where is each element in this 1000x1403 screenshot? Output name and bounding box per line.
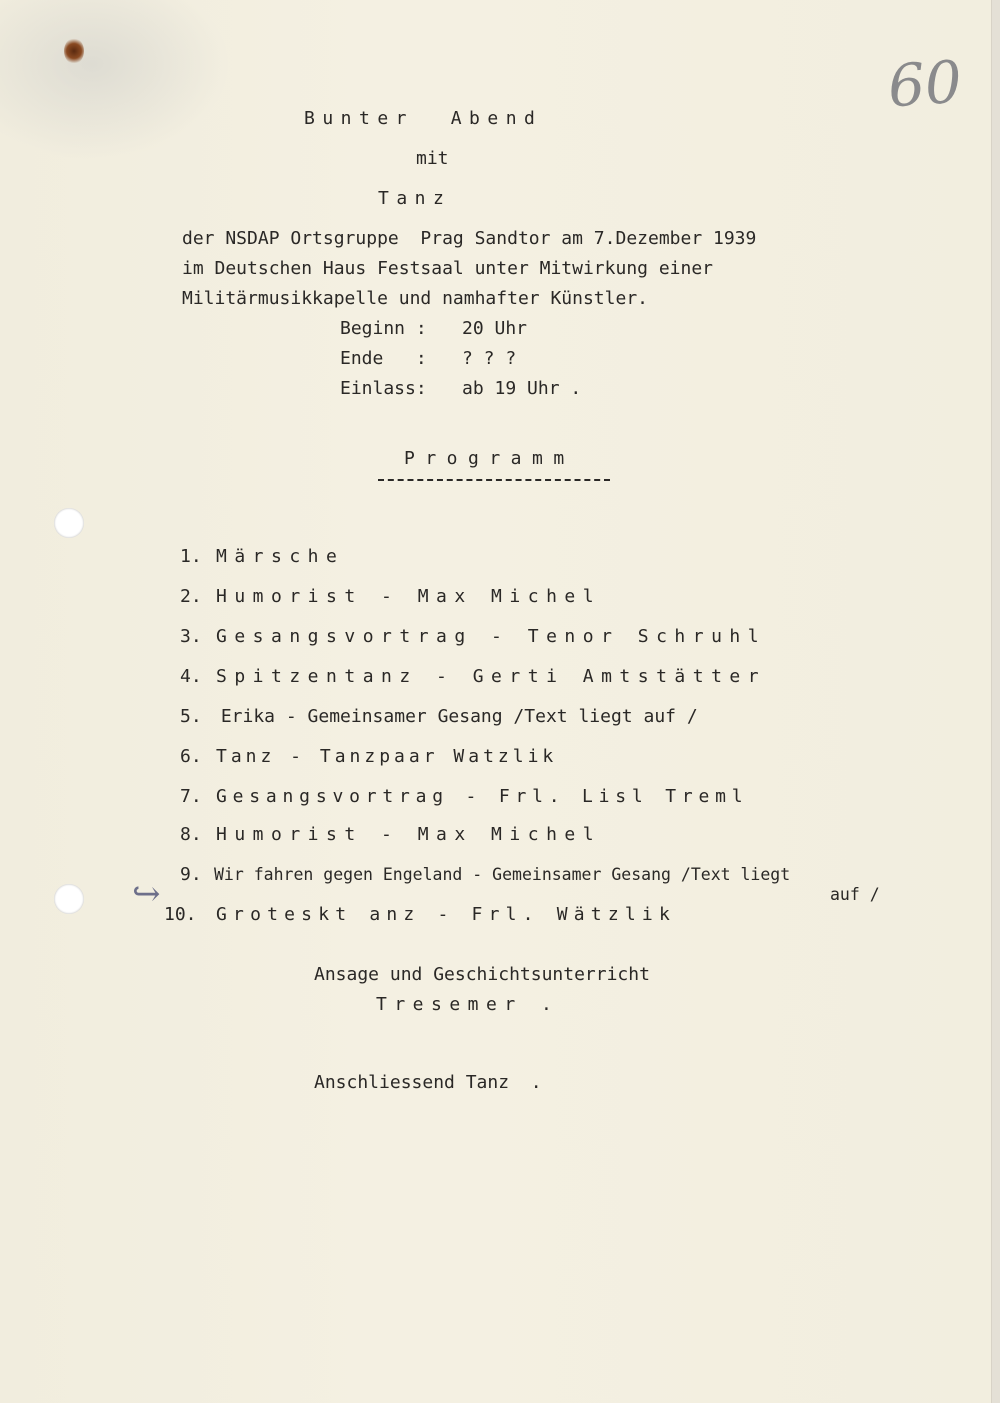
program-item-text: Humorist - Max Michel [216, 824, 602, 845]
program-item-text: Erika - Gemeinsamer Gesang /Text liegt auf / [210, 706, 698, 727]
intro-line-1: der NSDAP Ortsgruppe Prag Sandtor am 7.Dezember 1939 [182, 228, 757, 249]
program-item-number: 3. [180, 626, 202, 647]
program-heading: Programm [404, 448, 575, 469]
program-item-text: Gesangsvortrag - Frl. Lisl Treml [216, 786, 749, 807]
program-heading-underline [378, 479, 610, 481]
intro-line-3: Militärmusikkapelle und namhafter Künstler. [182, 288, 648, 309]
schedule-value: ? ? ? [462, 348, 517, 369]
ansage-line: Ansage und Geschichtsunterricht [314, 964, 650, 985]
title: Bunter Abend [304, 108, 543, 129]
program-item-text: Spitzentanz - Gerti Amtstätter [216, 666, 767, 687]
schedule-label: Einlass: [340, 378, 427, 399]
schedule-label: Ende : [340, 348, 427, 369]
subtitle-tanz: Tanz [378, 188, 452, 209]
program-item-text: Humorist - Max Michel [216, 586, 602, 607]
program-item-text: Wir fahren gegen Engeland - Gemeinsamer Gesang /Text liegt [214, 865, 791, 884]
program-item-number: 2. [180, 586, 202, 607]
schedule-value: ab 19 Uhr . [462, 378, 582, 399]
program-item-number: 8. [180, 824, 202, 845]
punch-hole-bottom [54, 884, 84, 914]
program-item-number: 9. [180, 864, 202, 885]
rust-stain [64, 38, 84, 64]
schedule-value: 20 Uhr [462, 318, 528, 339]
pencil-arrow-mark: ↪ [132, 874, 161, 914]
subtitle-mit: mit [416, 148, 449, 169]
closing-line: Anschliessend Tanz . [314, 1072, 542, 1093]
program-item-text: Tanz - Tanzpaar Watzlik [216, 746, 558, 767]
program-item-number: 10. [164, 904, 197, 925]
punch-hole-top [54, 508, 84, 538]
ansage-name: Tresemer . [376, 994, 560, 1015]
program-item-number: 6. [180, 746, 202, 767]
intro-line-2: im Deutschen Haus Festsaal unter Mitwirkung einer [182, 258, 714, 279]
program-item-number: 7. [180, 786, 202, 807]
program-item-text: Märsche [216, 546, 345, 567]
program-item-number: 5. [180, 706, 202, 727]
program-item-continuation: auf / [830, 885, 880, 904]
page-number-pencil: 60 [885, 47, 965, 121]
schedule-label: Beginn : [340, 318, 427, 339]
program-item-number: 4. [180, 666, 202, 687]
program-item-text: Groteskt anz - Frl. Wätzlik [216, 904, 676, 925]
program-item-text: Gesangsvortrag - Tenor Schruhl [216, 626, 767, 647]
program-item-number: 1. [180, 546, 202, 567]
